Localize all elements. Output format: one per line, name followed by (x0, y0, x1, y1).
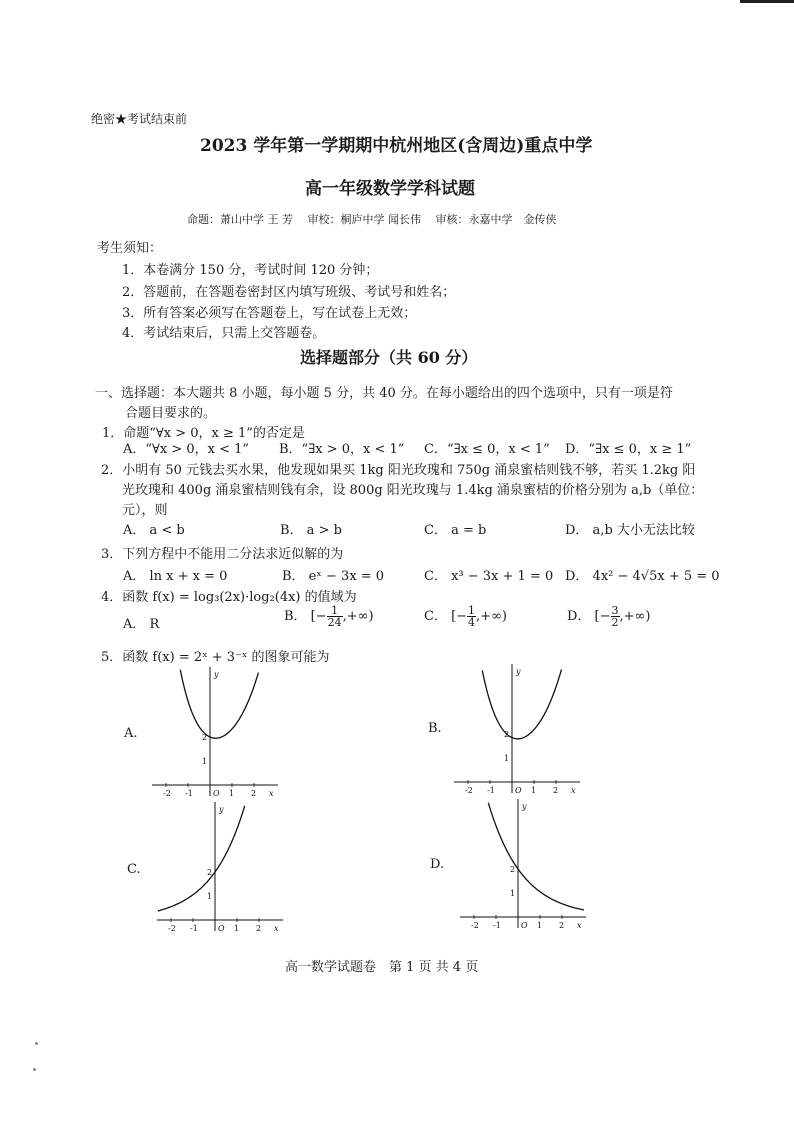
function-curve (488, 803, 584, 910)
graph-c (155, 800, 285, 935)
note-item: 4．考试结束后，只需上交答题卷。 (122, 326, 326, 341)
q1-option-d: D．“∃x ≤ 0，x ≥ 1” (565, 442, 692, 457)
x-tick-label: -1 (487, 786, 495, 795)
q4-c-denominator: 4 (468, 616, 476, 629)
y-tick-label: 1 (202, 757, 208, 766)
q3-option-a: A． ln x + x = 0 (123, 569, 228, 584)
x-tick-label: -2 (471, 921, 479, 930)
scan-speck (33, 1068, 36, 1071)
y-axis-label: y (522, 802, 527, 811)
q4-b-prefix: B． [− (284, 609, 327, 624)
q2-option-b: B． a > b (280, 523, 342, 538)
x-tick-label: 2 (559, 921, 565, 930)
origin-label: O (521, 921, 528, 930)
q1-stem: 1．命题“∀x > 0，x ≥ 1”的否定是 (102, 426, 305, 441)
x-axis-label: x (577, 921, 582, 930)
function-curve (158, 806, 245, 911)
section-title: 选择题部分（共 60 分） (300, 348, 478, 367)
q2-stem-line2: 光玫瑰和 400g 涌泉蜜桔则钱有余，设 800g 阳光玫瑰与 1.4kg 涌泉蜜桔的价格分别为 a,b（单位： (122, 483, 704, 498)
y-tick-label: 1 (207, 892, 213, 901)
y-tick-label: 2 (504, 730, 510, 739)
q3-option-b: B． eˣ − 3x = 0 (282, 569, 385, 584)
q5-option-a-label: A. (124, 726, 138, 741)
q4-d-numerator: 3 (611, 604, 619, 617)
q4-c-fraction (467, 605, 476, 628)
y-axis-label: y (214, 670, 219, 679)
q4-d-fraction (611, 605, 620, 628)
x-tick-label: 2 (251, 789, 257, 798)
q4-d-denominator: 2 (611, 616, 619, 629)
origin-label: O (218, 924, 225, 933)
note-item: 3．所有答案必须写在答题卷上，写在试卷上无效； (122, 306, 417, 321)
graph-d (458, 797, 588, 932)
q4-option-c (424, 605, 507, 628)
q3-option-d: D． 4x² − 4√5x + 5 = 0 (565, 569, 720, 584)
x-tick-label: 1 (537, 921, 543, 930)
author-line: 命题：萧山中学 王 芳 审校：桐庐中学 闻长伟 审核：永嘉中学 金传侠 (187, 213, 557, 226)
q2-stem-line1: 2．小明有 50 元钱去买水果，他发现如果买 1kg 阳光玫瑰和 750g 涌泉蜜桔则钱不够，若买 1.2kg 阳 (101, 463, 696, 478)
x-tick-label: 1 (229, 789, 235, 798)
x-axis-label: x (269, 789, 274, 798)
q4-c-suffix: ,+∞) (476, 609, 507, 624)
x-tick-label: 2 (553, 786, 559, 795)
q4-b-denominator: 24 (327, 616, 342, 629)
q4-c-numerator: 1 (468, 604, 476, 617)
origin-label: O (515, 786, 522, 795)
x-tick-label: -2 (465, 786, 473, 795)
exam-title: 2023 学年第一学期期中杭州地区(含周边)重点中学 (200, 136, 593, 156)
q1-option-b: B．“∃x > 0，x < 1” (279, 442, 405, 457)
graph-a (150, 665, 280, 800)
q4-d-suffix: ,+∞) (619, 609, 651, 624)
q4-option-d (567, 605, 650, 628)
q2-option-d: D． a,b 大小无法比较 (565, 523, 695, 538)
x-axis-label: x (571, 786, 576, 795)
subject-title: 高一年级数学学科试题 (305, 179, 475, 199)
q3-stem: 3．下列方程中不能用二分法求近似解的为 (101, 547, 344, 562)
section-instruction-cont: 合题目要求的。 (125, 406, 217, 421)
x-tick-label: -1 (185, 789, 193, 798)
x-tick-label: 2 (256, 924, 262, 933)
q5-option-b-label: B. (428, 721, 442, 736)
x-tick-label: 1 (531, 786, 537, 795)
q5-option-d-label: D. (430, 857, 445, 872)
q2-option-a: A． a < b (123, 523, 185, 538)
y-tick-label: 2 (202, 733, 208, 742)
y-axis-label: y (516, 667, 521, 676)
function-curve (482, 669, 561, 738)
x-tick-label: -1 (493, 921, 501, 930)
q4-b-suffix: ,+∞) (342, 609, 374, 624)
x-tick-label: -1 (190, 924, 198, 933)
scan-corner-mark (740, 0, 794, 3)
x-tick-label: -2 (168, 924, 176, 933)
note-item: 1．本卷满分 150 分，考试时间 120 分钟； (122, 263, 379, 278)
note-item: 2．答题前，在答题卷密封区内填写班级、考试号和姓名； (122, 285, 456, 300)
q5-stem: 5．函数 f(x) = 2ˣ + 3⁻ˣ 的图象可能为 (101, 650, 330, 665)
secret-label: 绝密★考试结束前 (91, 112, 188, 126)
q2-stem-line3: 元），则 (122, 503, 168, 518)
y-tick-label: 1 (504, 754, 510, 763)
q4-option-b (284, 605, 374, 628)
function-curve (180, 670, 258, 738)
y-axis-label: y (219, 805, 224, 814)
notes-heading: 考生须知： (97, 241, 163, 256)
y-tick-label: 1 (510, 889, 516, 898)
q4-b-numerator: 1 (327, 605, 343, 617)
x-axis-label: x (274, 924, 279, 933)
q4-c-prefix: C． [− (424, 609, 468, 624)
x-tick-label: 1 (234, 924, 240, 933)
origin-label: O (213, 789, 220, 798)
q4-b-fraction (327, 605, 343, 628)
y-tick-label: 2 (207, 868, 213, 877)
q5-option-c-label: C. (127, 862, 141, 877)
q4-d-prefix: D． [− (567, 609, 611, 624)
y-tick-label: 2 (510, 865, 516, 874)
section-instruction: 一、选择题：本大题共 8 小题，每小题 5 分，共 40 分。在每小题给出的四个选项中，只有一项是符 (95, 386, 673, 401)
graph-b (452, 662, 582, 797)
q4-option-a: A． R (123, 617, 160, 632)
q1-option-a: A．“∀x > 0，x < 1” (123, 442, 250, 457)
q1-option-c: C．“∃x ≤ 0，x < 1” (424, 442, 550, 457)
q4-stem: 4．函数 f(x) = log₃(2x)·log₂(4x) 的值域为 (101, 590, 357, 605)
x-tick-label: -2 (163, 789, 171, 798)
q3-option-c: C． x³ − 3x + 1 = 0 (424, 569, 554, 584)
page-footer: 高一数学试题卷 第 1 页 共 4 页 (285, 960, 479, 975)
q2-option-c: C． a = b (424, 523, 487, 538)
scan-speck (35, 1042, 38, 1045)
